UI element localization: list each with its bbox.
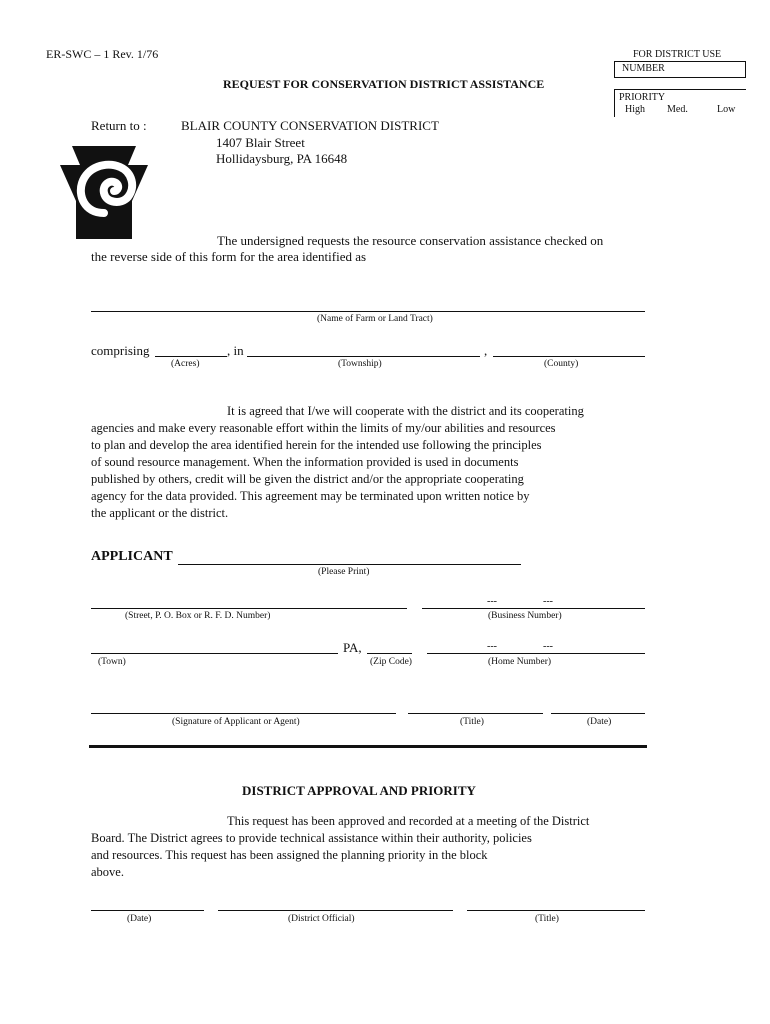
signature-field[interactable] [91,713,396,714]
township-field[interactable] [247,356,480,357]
acres-caption: (Acres) [171,359,200,369]
keystone-logo [58,143,150,241]
approval-heading: DISTRICT APPROVAL AND PRIORITY [242,783,476,798]
pa-label: PA, [343,640,362,655]
approval-title-field[interactable] [467,910,645,911]
applicant-title-field[interactable] [408,713,543,714]
return-to-label: Return to : [91,118,147,133]
home-phone-field[interactable] [427,653,645,654]
signature-caption: (Signature of Applicant or Agent) [172,717,300,727]
district-name: BLAIR COUNTY CONSERVATION DISTRICT [181,118,439,133]
print-caption: (Please Print) [318,567,370,577]
priority-box[interactable] [614,89,746,117]
farm-name-field[interactable] [91,311,645,312]
business-dashes-1: --- [487,596,497,607]
applicant-date-field[interactable] [551,713,645,714]
district-use-label: FOR DISTRICT USE [633,49,722,60]
number-label: NUMBER [622,63,665,74]
business-dashes-2: --- [543,596,553,607]
business-phone-field[interactable] [422,608,645,609]
applicant-date-caption: (Date) [587,717,612,727]
section-divider [89,745,647,748]
approval-line: This request has been approved and recorded at a meeting of the District [227,814,590,828]
form-id: ER-SWC – 1 Rev. 1/76 [46,47,159,61]
home-caption: (Home Number) [488,657,552,667]
intro-line-2: the reverse side of this form for the area identified as [91,249,367,264]
priority-high: High [625,104,645,115]
town-caption: (Town) [98,657,126,667]
district-official-caption: (District Official) [288,914,355,924]
approval-title-caption: (Title) [535,914,559,924]
approval-date-caption: (Date) [127,914,152,924]
intro-line-1: The undersigned requests the resource conservation assistance checked on [217,233,604,248]
approval-paragraph [91,813,630,881]
township-caption: (Township) [338,359,382,369]
agreement-line: agencies and make every reasonable effort within the limits of my/our abilities and resources [91,421,556,435]
applicant-title-caption: (Title) [460,717,484,727]
applicant-name-field[interactable] [178,564,521,565]
town-field[interactable] [91,653,338,654]
district-official-field[interactable] [218,910,453,911]
approval-line: and resources. This request has been assigned the planning priority in the block [91,848,488,862]
home-dashes-2: --- [543,641,553,652]
approval-date-field[interactable] [91,910,204,911]
agreement-line: It is agreed that I/we will cooperate with the district and its cooperating [227,404,584,418]
comprising-label: comprising [91,343,150,358]
in-label: , in [227,343,244,358]
priority-low: Low [717,104,736,115]
agreement-line: of sound resource management. When the information provided is used in documents [91,455,519,469]
district-street: 1407 Blair Street [216,135,305,150]
agreement-paragraph [91,403,645,522]
county-field[interactable] [493,356,645,357]
business-caption: (Business Number) [488,611,562,621]
acres-field[interactable] [155,356,227,357]
applicant-label: APPLICANT [91,549,173,564]
agreement-line: to plan and develop the area identified herein for the intended use following the principles [91,438,542,452]
county-caption: (County) [544,359,579,369]
priority-label: PRIORITY [619,92,666,103]
agreement-line: published by others, credit will be given the district and/or the appropriate cooperating [91,472,524,486]
zip-field[interactable] [367,653,412,654]
priority-med: Med. [667,104,688,115]
street-caption: (Street, P. O. Box or R. F. D. Number) [125,611,271,621]
comma-separator: , [484,343,488,358]
district-city: Hollidaysburg, PA 16648 [216,151,348,166]
farm-caption: (Name of Farm or Land Tract) [317,314,433,324]
zip-caption: (Zip Code) [370,657,412,667]
agreement-line: agency for the data provided. This agreement may be terminated upon written notice by [91,489,530,503]
agreement-line: the applicant or the district. [91,506,229,520]
approval-line: above. [91,865,124,879]
street-field[interactable] [91,608,407,609]
form-title: REQUEST FOR CONSERVATION DISTRICT ASSISTANCE [223,77,545,91]
number-box[interactable] [614,61,746,78]
approval-line: Board. The District agrees to provide technical assistance within their authority, policies [91,831,532,845]
home-dashes-1: --- [487,641,497,652]
